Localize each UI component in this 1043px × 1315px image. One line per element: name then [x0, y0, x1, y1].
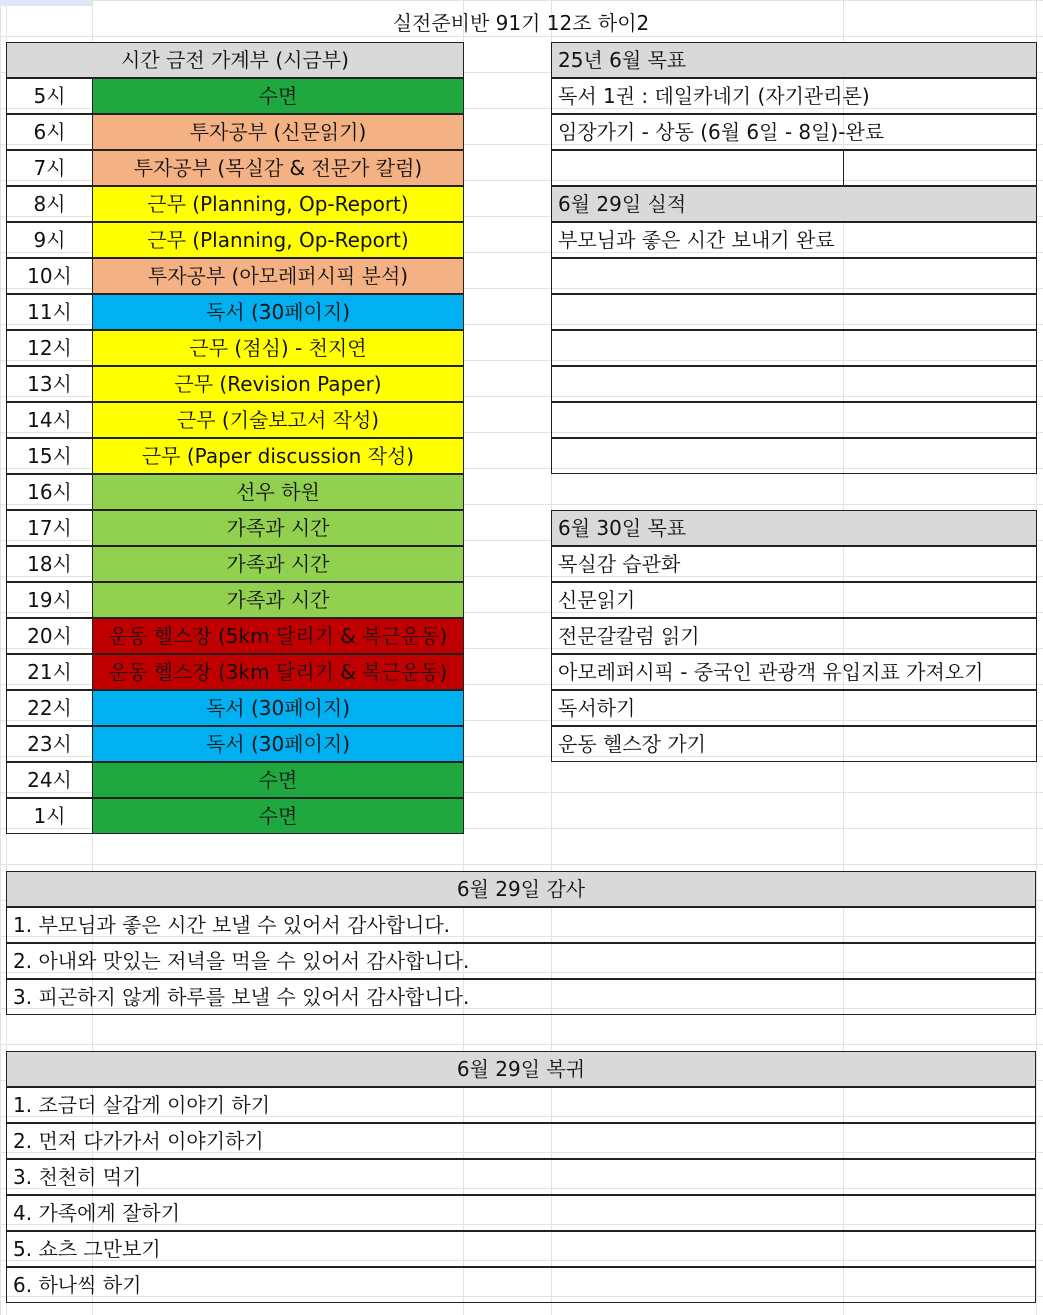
schedule-time[interactable]: 7시: [6, 150, 93, 186]
schedule-task[interactable]: 가족과 시간: [92, 510, 464, 546]
next-goal-item[interactable]: 운동 헬스장 가기: [551, 726, 1037, 762]
month-goal-item[interactable]: 독서 1권 : 데일카네기 (자기관리론): [551, 78, 1037, 114]
schedule-task[interactable]: 근무 (Planning, Op-Report): [92, 186, 464, 222]
schedule-time[interactable]: 6시: [6, 114, 93, 150]
result-item[interactable]: [551, 330, 1037, 366]
next-goals-header: 6월 30일 목표: [551, 510, 1037, 546]
gratitude-item[interactable]: 3. 피곤하지 않게 하루를 보낼 수 있어서 감사합니다.: [6, 979, 1036, 1015]
schedule-task[interactable]: 독서 (30페이지): [92, 294, 464, 330]
result-item[interactable]: 부모님과 좋은 시간 보내기 완료: [551, 222, 1037, 258]
month-goal-item[interactable]: 임장가기 - 상동 (6월 6일 - 8일)-완료: [551, 114, 1037, 150]
schedule-time[interactable]: 18시: [6, 546, 93, 582]
schedule-task[interactable]: 근무 (Revision Paper): [92, 366, 464, 402]
schedule-time[interactable]: 10시: [6, 258, 93, 294]
schedule-time[interactable]: 14시: [6, 402, 93, 438]
schedule-header: 시간 금전 가계부 (시금부): [6, 42, 464, 78]
schedule-task[interactable]: 투자공부 (아모레퍼시픽 분석): [92, 258, 464, 294]
schedule-time[interactable]: 5시: [6, 78, 93, 114]
gratitude-item[interactable]: 2. 아내와 맛있는 저녁을 먹을 수 있어서 감사합니다.: [6, 943, 1036, 979]
schedule-time[interactable]: 11시: [6, 294, 93, 330]
result-item[interactable]: [551, 438, 1037, 474]
schedule-task[interactable]: 투자공부 (신문읽기): [92, 114, 464, 150]
schedule-task[interactable]: 선우 하원: [92, 474, 464, 510]
schedule-task[interactable]: 근무 (기술보고서 작성): [92, 402, 464, 438]
result-item[interactable]: [551, 258, 1037, 294]
sheet-title: 실전준비반 91기 12조 하이2: [392, 11, 650, 35]
schedule-task[interactable]: 운동 헬스장 (5km 달리기 & 복근운동): [92, 618, 464, 654]
schedule-time[interactable]: 22시: [6, 690, 93, 726]
next-goal-item[interactable]: 신문읽기: [551, 582, 1037, 618]
schedule-time[interactable]: 20시: [6, 618, 93, 654]
review-header: 6월 29일 복귀: [6, 1051, 1036, 1087]
review-item[interactable]: 6. 하나씩 하기: [6, 1267, 1036, 1303]
next-goal-item[interactable]: 목실감 습관화: [551, 546, 1037, 582]
schedule-task[interactable]: 근무 (Paper discussion 작성): [92, 438, 464, 474]
schedule-task[interactable]: 투자공부 (목실감 & 전문가 칼럼): [92, 150, 464, 186]
schedule-task[interactable]: 수면: [92, 78, 464, 114]
gratitude-item[interactable]: 1. 부모님과 좋은 시간 보낼 수 있어서 감사합니다.: [6, 907, 1036, 943]
review-item[interactable]: 1. 조금더 살갑게 이야기 하기: [6, 1087, 1036, 1123]
schedule-time[interactable]: 13시: [6, 366, 93, 402]
schedule-time[interactable]: 24시: [6, 762, 93, 798]
next-goal-item[interactable]: 아모레퍼시픽 - 중국인 관광객 유입지표 가져오기: [551, 654, 1037, 690]
month-goal-item[interactable]: [551, 150, 844, 186]
next-goal-item[interactable]: 독서하기: [551, 690, 1037, 726]
schedule-task[interactable]: 가족과 시간: [92, 546, 464, 582]
review-item[interactable]: 2. 먼저 다가가서 이야기하기: [6, 1123, 1036, 1159]
month-goal-item-extra[interactable]: [843, 150, 1037, 186]
schedule-task[interactable]: 근무 (Planning, Op-Report): [92, 222, 464, 258]
results-header: 6월 29일 실적: [551, 186, 1037, 222]
schedule-task[interactable]: 독서 (30페이지): [92, 726, 464, 762]
schedule-time[interactable]: 15시: [6, 438, 93, 474]
schedule-time[interactable]: 16시: [6, 474, 93, 510]
schedule-time[interactable]: 12시: [6, 330, 93, 366]
gratitude-header: 6월 29일 감사: [6, 871, 1036, 907]
result-item[interactable]: [551, 366, 1037, 402]
schedule-time[interactable]: 23시: [6, 726, 93, 762]
schedule-time[interactable]: 1시: [6, 798, 93, 834]
schedule-task[interactable]: 독서 (30페이지): [92, 690, 464, 726]
schedule-task[interactable]: 수면: [92, 798, 464, 834]
next-goal-item[interactable]: 전문갈칼럼 읽기: [551, 618, 1037, 654]
result-item[interactable]: [551, 294, 1037, 330]
schedule-task[interactable]: 운동 헬스장 (3km 달리기 & 복근운동): [92, 654, 464, 690]
schedule-time[interactable]: 17시: [6, 510, 93, 546]
schedule-time[interactable]: 19시: [6, 582, 93, 618]
review-item[interactable]: 4. 가족에게 잘하기: [6, 1195, 1036, 1231]
month-goals-header: 25년 6월 목표: [551, 42, 1037, 78]
schedule-task[interactable]: 수면: [92, 762, 464, 798]
schedule-time[interactable]: 8시: [6, 186, 93, 222]
schedule-time[interactable]: 21시: [6, 654, 93, 690]
result-item[interactable]: [551, 402, 1037, 438]
review-item[interactable]: 3. 천천히 먹기: [6, 1159, 1036, 1195]
review-item[interactable]: 5. 쇼츠 그만보기: [6, 1231, 1036, 1267]
schedule-task[interactable]: 가족과 시간: [92, 582, 464, 618]
schedule-time[interactable]: 9시: [6, 222, 93, 258]
schedule-task[interactable]: 근무 (점심) - 천지연: [92, 330, 464, 366]
